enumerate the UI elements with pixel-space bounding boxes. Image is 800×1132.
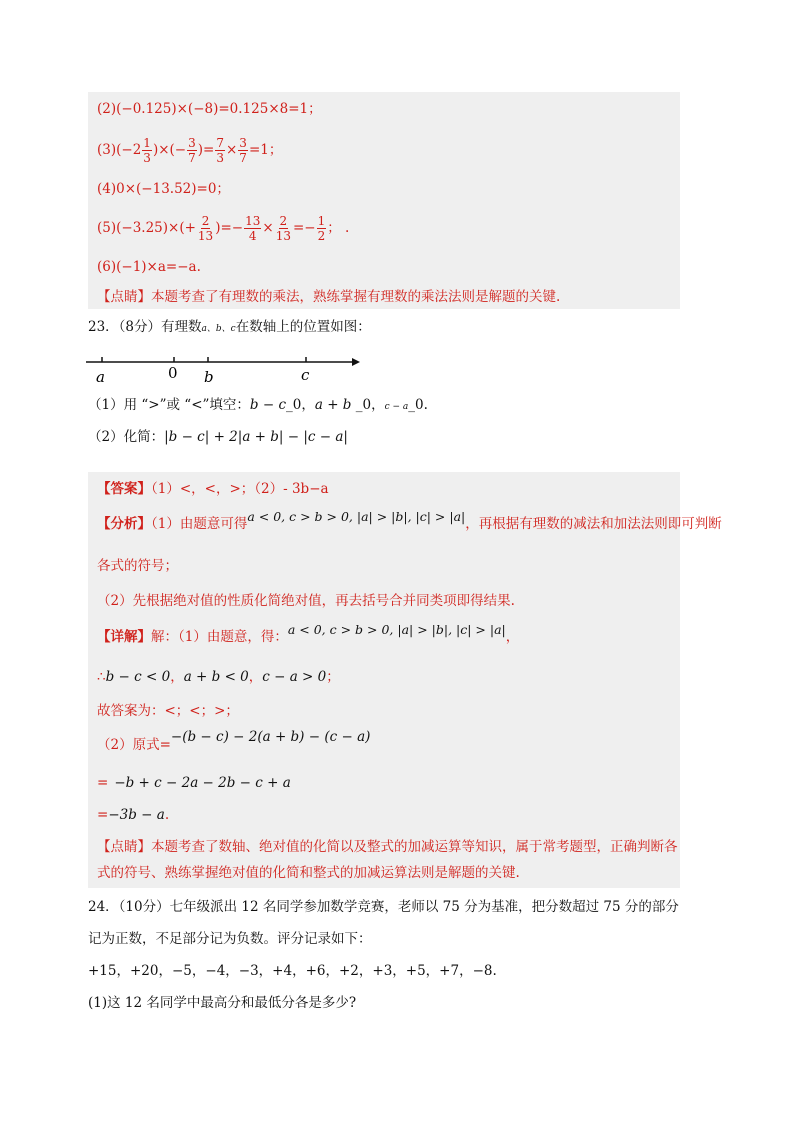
solution-line-4: (4)0×(−13.52)=0； — [97, 181, 230, 197]
q23-analysis: 【分析】（1）由题意可得a < 0, c > b > 0, |a| > |b|, |c| > |a|，再根据有理数的减法和加法法则即可判断 — [97, 509, 722, 532]
q23-therefore: ∴b − c < 0，a + b < 0，c − a > 0； — [97, 669, 340, 685]
q23-step2: =−3b − a. — [97, 807, 170, 823]
q23-stem: 23．（8分）有理数a、b、c在数轴上的位置如图： — [88, 319, 371, 335]
q23-dianjing-1: 【点睛】本题考查了数轴、绝对值的化简以及整式的加减运算等知识，属于常考题型，正确判断各 — [97, 839, 678, 855]
q24-part1: (1)这 12 名同学中最高分和最低分各是多少? — [88, 995, 357, 1011]
solution-block-prev — [88, 92, 680, 309]
label-b: b — [204, 368, 214, 386]
label-c: c — [301, 366, 310, 384]
q23-part2: （2）化简：|b − c| + 2|a + b| − |c − a| — [88, 429, 348, 445]
q23-analysis-cont: 各式的符号； — [97, 558, 178, 574]
solution-line-3: (3)(−2 $\frac{1}{3}$ )×(− $\frac{3}{7}$ )= $\frac{7}{3}$ × $\frac{3}{7}$ =1； — [97, 136, 283, 165]
q23-step1: = −b + c − 2a − 2b − c + a — [97, 775, 291, 791]
q24-scores: +15，+20，−5，−4，−3，+4，+6，+2，+3，+5，+7，−8. — [88, 963, 497, 979]
number-line-figure — [84, 350, 364, 386]
number-line-arrow — [352, 358, 360, 366]
dianjing-prev: 【点睛】本题考查了有理数的乘法，熟练掌握有理数的乘法法则是解题的关键. — [97, 289, 561, 305]
label-a: a — [96, 368, 105, 386]
q24-line-1: 24．（10分）七年级派出 12 名同学参加数学竞赛，老师以 75 分为基准，把分数超过 75 分的部分 — [88, 899, 679, 915]
q23-dianjing-2: 式的符号、熟练掌握绝对值的化简和整式的加减运算法则是解题的关键. — [97, 865, 520, 881]
solution-line-2: (2)(−0.125)×(−8)=0.125×8=1； — [97, 101, 322, 117]
q23-answer-line: 故答案为：<；<；>； — [97, 703, 239, 719]
q24-line-2: 记为正数，不足部分记为负数。评分记录如下： — [88, 931, 372, 947]
solution-line-6: (6)(−1)×a=−a. — [97, 259, 201, 275]
q23-part2-expr: （2）原式=−(b − c) − 2(a + b) − (c − a) — [97, 729, 371, 753]
label-0: 0 — [168, 364, 178, 382]
q23-detail: 【详解】解：（1）由题意，得：a < 0, c > b > 0, |a| > |b|, |c| > |a|， — [97, 622, 520, 645]
q23-part1: （1）用 “>”或 “<”填空：b − c_0，a + b _0，c − a_0. — [88, 397, 428, 413]
q23-analysis-part2: （2）先根据绝对值的性质化简绝对值，再去括号合并同类项即得结果. — [97, 593, 515, 609]
solution-line-5: (5)(−3.25)×(+ $\frac{2}{13}$ )=− $\frac{13}{4}$ × $\frac{2}{13}$ =− $\frac{1}{2}$ ； . — [97, 214, 350, 243]
q23-answer: 【答案】（1）<，<，>；（2）- 3b−a — [97, 481, 329, 497]
